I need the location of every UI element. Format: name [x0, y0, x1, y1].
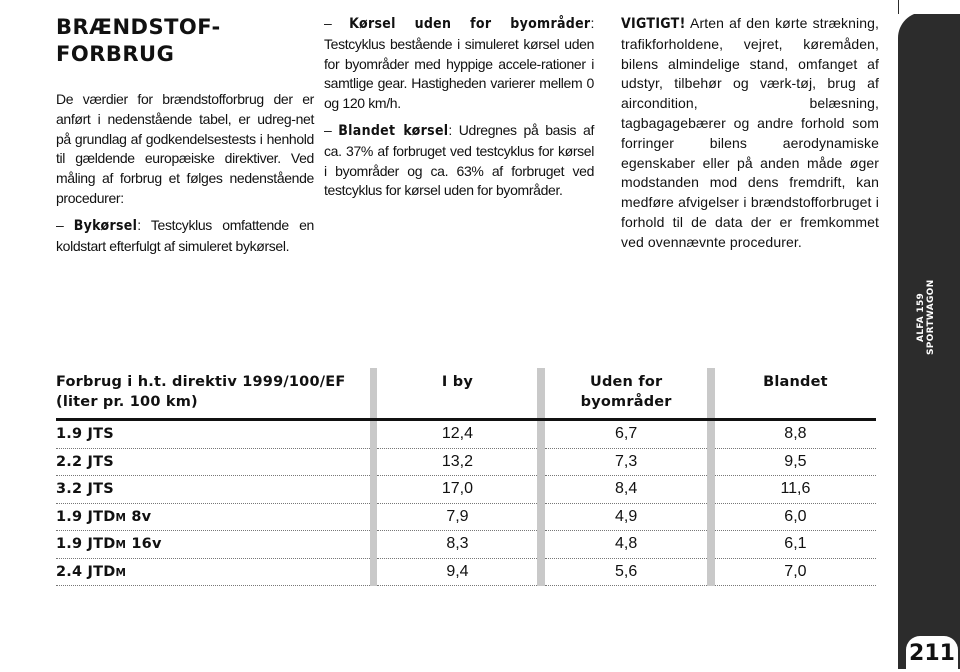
cell-city: 8,3: [377, 531, 537, 559]
table-row: [56, 503, 876, 531]
header-model: Forbrug i h.t. direktiv 1999/100/EF (liter pr. 100 km): [56, 374, 346, 410]
cell-model: 1.9 JTDM 16v: [56, 531, 370, 559]
cell-city: 7,9: [377, 503, 537, 531]
table-row: [56, 558, 876, 586]
cell-combined: 11,6: [715, 476, 876, 504]
cell-model: 2.4 JTDM: [56, 558, 370, 586]
cell-model: 3.2 JTS: [56, 476, 370, 504]
cell-city: 12,4: [377, 420, 537, 449]
cell-combined: 8,8: [715, 420, 876, 449]
cell-extra-urban: 4,9: [545, 503, 707, 531]
page-number: 211: [906, 636, 958, 669]
uden-paragraph: – Kørsel uden for byområder: Testcyklus bestående i simuleret kørsel uden for byområder med hyppige accele-rationer i samtlige gear. Hastigheden varierer mellem 0 og 120 km/h.: [324, 15, 594, 112]
column-left: [56, 14, 314, 263]
header-city: I by: [441, 374, 473, 390]
cell-extra-urban: 8,4: [545, 476, 707, 504]
cell-combined: 9,5: [715, 448, 876, 476]
cell-city: 13,2: [377, 448, 537, 476]
cell-city: 17,0: [377, 476, 537, 504]
table-header-row: [56, 368, 876, 420]
side-tab-notch: [898, 0, 960, 14]
fuel-consumption-table: [56, 368, 876, 586]
blandet-paragraph: – Blandet kørsel: Udregnes på basis af ca. 37% af forbruget ved testcyklus for kørsel i byområder og ca. 63% af forbruget ved testcyklus for kørsel uden for byområder.: [324, 121, 594, 199]
table-body: [56, 420, 876, 586]
intro-paragraph: De værdier for brændstofforbrug der er anført i nedenstående tabel, er udreg-net på grundlag af godkendelsestests i henhold til gældende europæiske direktiver. Ved måling af forbrug et følges nedenstående procedurer:: [56, 91, 314, 206]
side-label: ALFA 159 SPORTWAGON: [916, 279, 936, 355]
cell-model: 2.2 JTS: [56, 448, 370, 476]
cell-extra-urban: 5,6: [545, 558, 707, 586]
cell-combined: 6,0: [715, 503, 876, 531]
cell-combined: 6,1: [715, 531, 876, 559]
bykorsel-paragraph: – Bykørsel: Testcyklus omfattende en koldstart efterfulgt af simuleret bykørsel.: [56, 216, 314, 254]
cell-extra-urban: 7,3: [545, 448, 707, 476]
cell-model: 1.9 JTS: [56, 420, 370, 449]
cell-model: 1.9 JTDM 8v: [56, 503, 370, 531]
cell-combined: 7,0: [715, 558, 876, 586]
column-middle: [324, 14, 594, 208]
table-row: [56, 531, 876, 559]
header-extra-urban: Uden for byområder: [580, 374, 672, 410]
header-combined: Blandet: [763, 374, 828, 390]
column-right: [621, 14, 879, 260]
page-title: BRÆNDSTOF- FORBRUG: [56, 15, 221, 66]
vigtigt-paragraph: VIGTIGT! Arten af den kørte strækning, trafikforholdene, vejret, køremåden, bilens almindelige stand, omfanget af udstyr, tilbehør og værk-tøj, brug af aircondition, belæsning, tagbagagebærer og andre forhold som forringer bilens aerodynamiske egenskaber eller på anden måde øger modstanden mod dens fremdrift, kan medføre afvigelser i brændstofforbruget i forhold til de data der er fremkommet ved ovennævnte procedurer.: [621, 15, 879, 250]
cell-extra-urban: 6,7: [545, 420, 707, 449]
table-row: [56, 448, 876, 476]
cell-extra-urban: 4,8: [545, 531, 707, 559]
table-row: [56, 420, 876, 449]
cell-city: 9,4: [377, 558, 537, 586]
table-row: [56, 476, 876, 504]
